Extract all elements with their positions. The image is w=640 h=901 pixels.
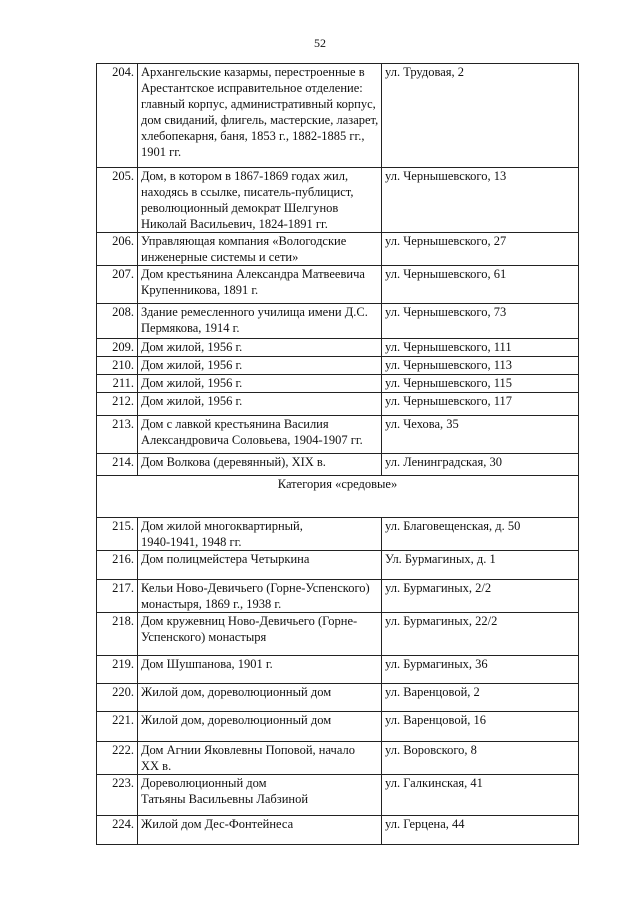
object-name-cell <box>138 266 382 304</box>
category-heading: Категория «средовые» <box>97 476 579 518</box>
address-cell: ул. Чехова, 35 <box>382 416 579 454</box>
address-cell: ул. Чернышевского, 113 <box>382 357 579 375</box>
table-row <box>97 375 579 393</box>
row-number: 215. <box>97 518 138 551</box>
object-name-cell <box>138 742 382 775</box>
row-number: 212. <box>97 393 138 416</box>
object-name-cell <box>138 339 382 357</box>
table-row <box>97 266 579 304</box>
object-name-line: Дом Агнии Яковлевны Поповой, начало <box>141 743 355 757</box>
object-name-line: Кельи Ново-Девичьего (Горне-Успенского) <box>141 581 370 595</box>
object-name-cell <box>138 393 382 416</box>
row-number: 207. <box>97 266 138 304</box>
row-number: 218. <box>97 613 138 656</box>
table-row <box>97 712 579 742</box>
address-cell: Ул. Бурмагиных, д. 1 <box>382 551 579 580</box>
object-name-line: Дом с лавкой крестьянина Василия <box>141 417 329 431</box>
address-cell: ул. Воровского, 8 <box>382 742 579 775</box>
address-cell: ул. Чернышевского, 117 <box>382 393 579 416</box>
row-number: 216. <box>97 551 138 580</box>
object-name-line: 1901 гг. <box>141 145 182 159</box>
object-name-line: Дом жилой, 1956 г. <box>141 376 243 390</box>
row-number: 208. <box>97 304 138 339</box>
object-name-line: революционный демократ Шелгунов <box>141 201 339 215</box>
row-number: 223. <box>97 775 138 816</box>
address-cell: ул. Чернышевского, 115 <box>382 375 579 393</box>
object-name-cell <box>138 454 382 476</box>
object-name-cell <box>138 816 382 845</box>
address-cell: ул. Чернышевского, 61 <box>382 266 579 304</box>
address-cell: ул. Галкинская, 41 <box>382 775 579 816</box>
page-number: 52 <box>314 36 326 50</box>
table-row <box>97 580 579 613</box>
address-cell: ул. Чернышевского, 27 <box>382 233 579 266</box>
row-number: 213. <box>97 416 138 454</box>
row-number: 217. <box>97 580 138 613</box>
table-row <box>97 393 579 416</box>
object-name-cell <box>138 357 382 375</box>
monuments-table <box>96 63 579 845</box>
object-name-line: XX в. <box>141 759 172 773</box>
address-cell: ул. Бурмагиных, 22/2 <box>382 613 579 656</box>
table-row <box>97 551 579 580</box>
object-name-line: Дом жилой, 1956 г. <box>141 358 243 372</box>
address-cell: ул. Трудовая, 2 <box>382 64 579 168</box>
object-name-cell <box>138 233 382 266</box>
object-name-line: Арестантское исправительное отделение: <box>141 81 363 95</box>
table-row <box>97 304 579 339</box>
object-name-line: Дом Шушпанова, 1901 г. <box>141 657 273 671</box>
object-name-line: хлебопекарня, баня, 1853 г., 1882-1885 гг., <box>141 129 365 143</box>
object-name-line: Александровича Соловьева, 1904-1907 гг. <box>141 433 363 447</box>
object-name-line: находясь в ссылке, писатель-публицист, <box>141 185 354 199</box>
table-row <box>97 454 579 476</box>
table-row <box>97 339 579 357</box>
object-name-line: Пермякова, 1914 г. <box>141 321 240 335</box>
row-number: 211. <box>97 375 138 393</box>
object-name-cell <box>138 712 382 742</box>
address-cell: ул. Варенцовой, 2 <box>382 684 579 712</box>
object-name-line: Дом жилой многоквартирный, <box>141 519 303 533</box>
category-row <box>97 476 579 518</box>
object-name-line: Дом полицмейстера Четыркина <box>141 552 310 566</box>
table-row <box>97 613 579 656</box>
object-name-line: Архангельские казармы, перестроенные в <box>141 65 365 79</box>
object-name-line: Здание ремесленного училища имени Д.С. <box>141 305 368 319</box>
table-row <box>97 518 579 551</box>
object-name-cell <box>138 64 382 168</box>
address-cell: ул. Бурмагиных, 36 <box>382 656 579 684</box>
table-row <box>97 416 579 454</box>
object-name-line: Николай Васильевич, 1824-1891 гг. <box>141 217 328 231</box>
table-row <box>97 775 579 816</box>
address-cell: ул. Благовещенская, д. 50 <box>382 518 579 551</box>
object-name-line: монастыря, 1869 г., 1938 г. <box>141 597 282 611</box>
table-row <box>97 233 579 266</box>
address-cell: ул. Бурмагиных, 2/2 <box>382 580 579 613</box>
row-number: 204. <box>97 64 138 168</box>
object-name-cell <box>138 304 382 339</box>
table-row <box>97 816 579 845</box>
row-number: 214. <box>97 454 138 476</box>
object-name-line: Жилой дом Дес-Фонтейнеса <box>141 817 294 831</box>
object-name-line: Дом жилой, 1956 г. <box>141 394 243 408</box>
monuments-table-body <box>97 64 579 845</box>
row-number: 219. <box>97 656 138 684</box>
object-name-line: Дом Волкова (деревянный), XIX в. <box>141 455 326 469</box>
object-name-cell <box>138 656 382 684</box>
address-cell: ул. Чернышевского, 111 <box>382 339 579 357</box>
address-cell: ул. Чернышевского, 73 <box>382 304 579 339</box>
object-name-line: Дом, в котором в 1867-1869 годах жил, <box>141 169 349 183</box>
object-name-cell <box>138 775 382 816</box>
object-name-line: Дом кружевниц Ново-Девичьего (Горне- <box>141 614 358 628</box>
address-cell: ул. Герцена, 44 <box>382 816 579 845</box>
row-number: 221. <box>97 712 138 742</box>
address-cell: ул. Варенцовой, 16 <box>382 712 579 742</box>
table-row <box>97 168 579 233</box>
object-name-line: Крупенникова, 1891 г. <box>141 283 259 297</box>
object-name-line: Жилой дом, дореволюционный дом <box>141 685 332 699</box>
table-row <box>97 684 579 712</box>
row-number: 210. <box>97 357 138 375</box>
row-number: 206. <box>97 233 138 266</box>
row-number: 209. <box>97 339 138 357</box>
object-name-cell <box>138 613 382 656</box>
address-cell: ул. Чернышевского, 13 <box>382 168 579 233</box>
object-name-cell <box>138 416 382 454</box>
object-name-line: Дореволюционный дом <box>141 776 267 790</box>
object-name-cell <box>138 580 382 613</box>
row-number: 224. <box>97 816 138 845</box>
object-name-line: Жилой дом, дореволюционный дом <box>141 713 332 727</box>
object-name-cell <box>138 684 382 712</box>
table-row <box>97 357 579 375</box>
object-name-line: Управляющая компания «Вологодские <box>141 234 347 248</box>
object-name-line: дом свиданий, флигель, мастерские, лазарет, <box>141 113 379 127</box>
table-row <box>97 64 579 168</box>
object-name-cell <box>138 551 382 580</box>
row-number: 222. <box>97 742 138 775</box>
row-number: 220. <box>97 684 138 712</box>
row-number: 205. <box>97 168 138 233</box>
object-name-cell <box>138 375 382 393</box>
object-name-cell <box>138 518 382 551</box>
object-name-line: Успенского) монастыря <box>141 630 267 644</box>
object-name-line: Дом жилой, 1956 г. <box>141 340 243 354</box>
object-name-line: 1940-1941, 1948 гг. <box>141 535 242 549</box>
object-name-cell <box>138 168 382 233</box>
object-name-line: главный корпус, административный корпус, <box>141 97 376 111</box>
table-row <box>97 656 579 684</box>
address-cell: ул. Ленинградская, 30 <box>382 454 579 476</box>
table-row <box>97 742 579 775</box>
object-name-line: Дом крестьянина Александра Матвеевича <box>141 267 365 281</box>
object-name-line: Татьяны Васильевны Лабзиной <box>141 792 309 806</box>
object-name-line: инженерные системы и сети» <box>141 250 299 264</box>
